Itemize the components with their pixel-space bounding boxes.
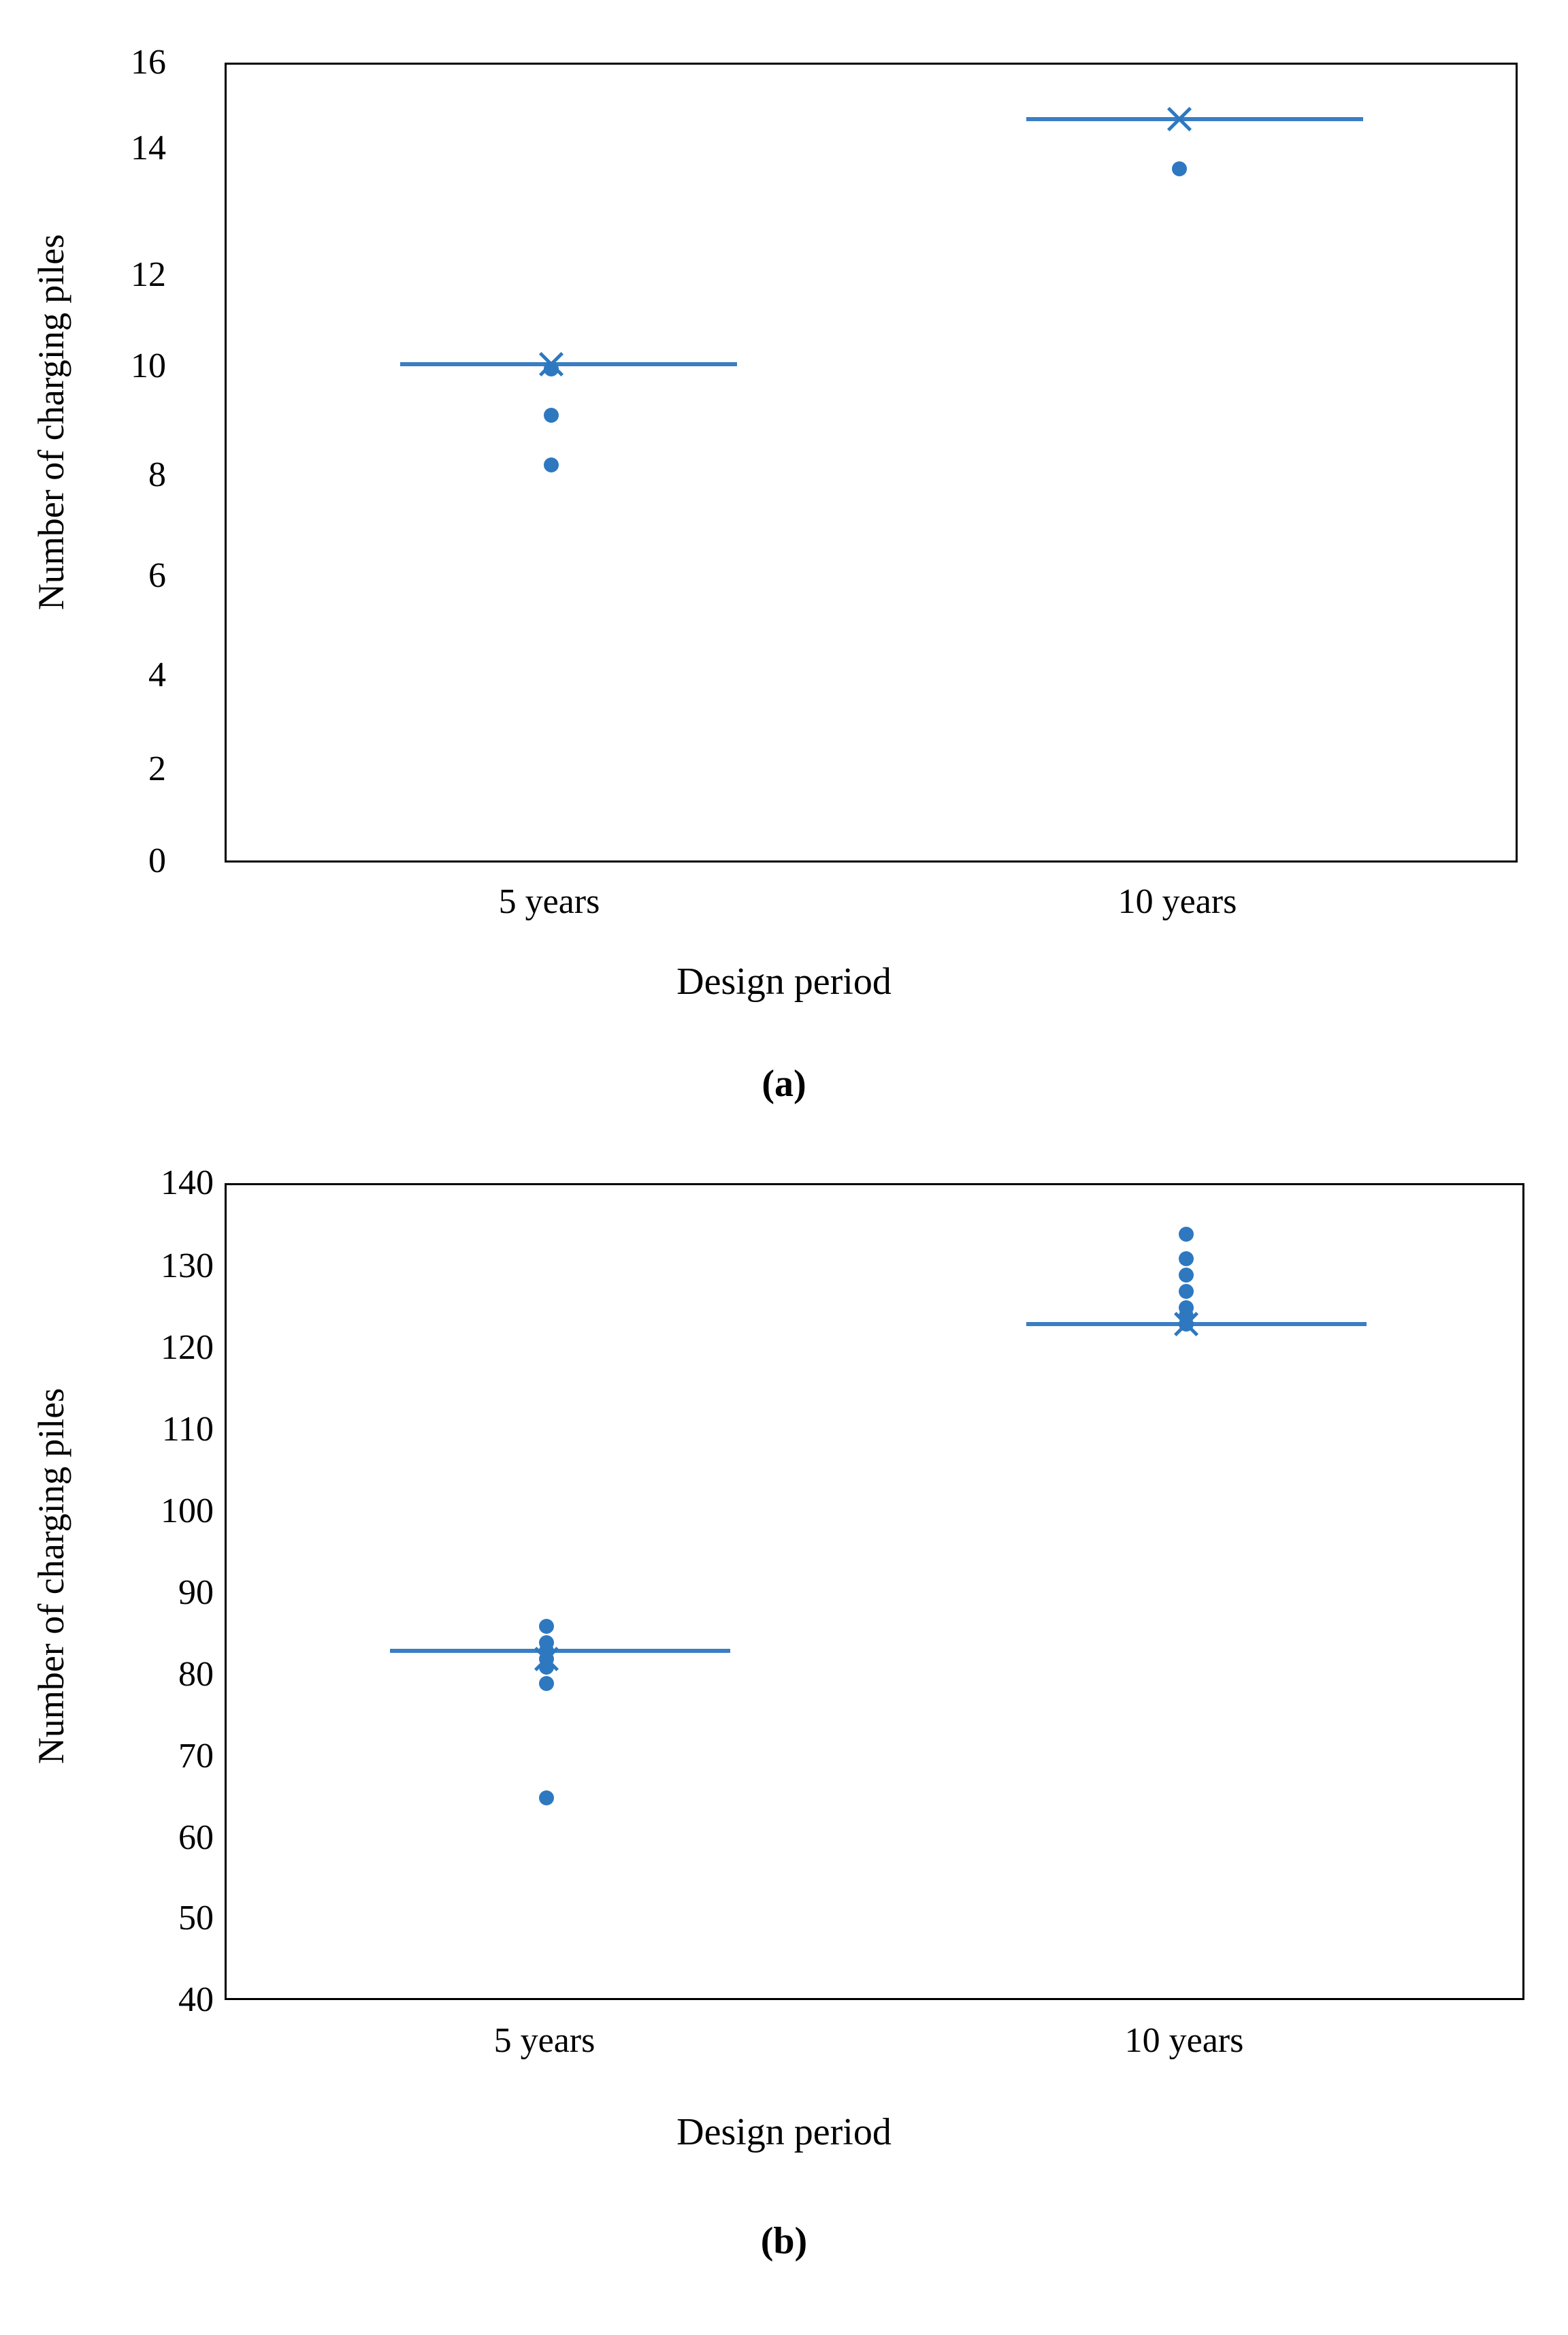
caption-b	[0, 2219, 1568, 2263]
y-tick: 40	[178, 1980, 214, 2019]
plot-a	[0, 20, 1568, 921]
x-axis-title-b: Design period	[676, 2111, 892, 2153]
data-point	[539, 1619, 554, 1634]
y-tick: 80	[178, 1655, 214, 1694]
caption-a-text: (a)	[762, 1063, 806, 1105]
y-tick: 12	[131, 255, 166, 294]
data-point	[539, 1790, 554, 1805]
caption-a	[0, 1062, 1568, 1106]
y-tick: 100	[161, 1492, 214, 1530]
x-tick: 10 years	[1117, 882, 1237, 921]
y-tick: 50	[178, 1899, 214, 1937]
y-tick: 10	[131, 347, 166, 385]
y-tick: 130	[161, 1246, 214, 1285]
y-tick: 6	[148, 556, 166, 595]
data-point	[1179, 1227, 1194, 1242]
y-tick: 16	[131, 43, 166, 82]
data-point	[544, 457, 559, 472]
data-point	[1179, 1268, 1194, 1283]
y-tick-labels-b	[82, 1157, 225, 2019]
data-point	[1179, 1284, 1194, 1299]
y-tick: 70	[178, 1737, 214, 1775]
y-tick: 0	[148, 841, 166, 880]
figure-b	[0, 1157, 1568, 2315]
figure-a	[0, 20, 1568, 1144]
plot-area-a	[225, 63, 1518, 863]
data-point	[544, 408, 559, 423]
y-tick: 90	[178, 1573, 214, 1612]
x-tick: 10 years	[1124, 2021, 1244, 2060]
y-tick: 2	[148, 750, 166, 788]
y-tick: 14	[131, 129, 166, 167]
x-axis-title-a: Design period	[676, 961, 892, 1003]
y-tick: 140	[161, 1163, 214, 1202]
mean-marker-10-years-a	[1164, 103, 1195, 135]
y-tick: 120	[161, 1328, 214, 1367]
y-tick: 60	[178, 1818, 214, 1857]
mean-marker-5-years-a	[536, 349, 567, 380]
x-tick: 5 years	[493, 2021, 595, 2060]
x-tick: 5 years	[498, 882, 600, 921]
y-axis-title-a: Number of charging piles	[31, 234, 71, 611]
data-point	[1172, 161, 1187, 176]
y-tick: 110	[161, 1410, 214, 1449]
x-tick-labels-b	[225, 2020, 1524, 2075]
mean-marker-10-years-b	[1171, 1308, 1202, 1340]
caption-b-text: (b)	[760, 2220, 808, 2262]
mean-line-5-years-a	[400, 362, 737, 366]
y-tick: 4	[148, 656, 166, 694]
y-tick-labels-a	[88, 20, 177, 880]
x-tick-labels-a	[225, 882, 1518, 936]
y-tick: 8	[148, 455, 166, 494]
y-axis-title-b: Number of charging piles	[31, 1387, 71, 1765]
data-point	[1179, 1251, 1194, 1266]
plot-area-b	[225, 1183, 1524, 2000]
plot-b	[0, 1157, 1568, 2060]
mean-marker-5-years-b	[531, 1643, 562, 1675]
data-point	[539, 1676, 554, 1691]
